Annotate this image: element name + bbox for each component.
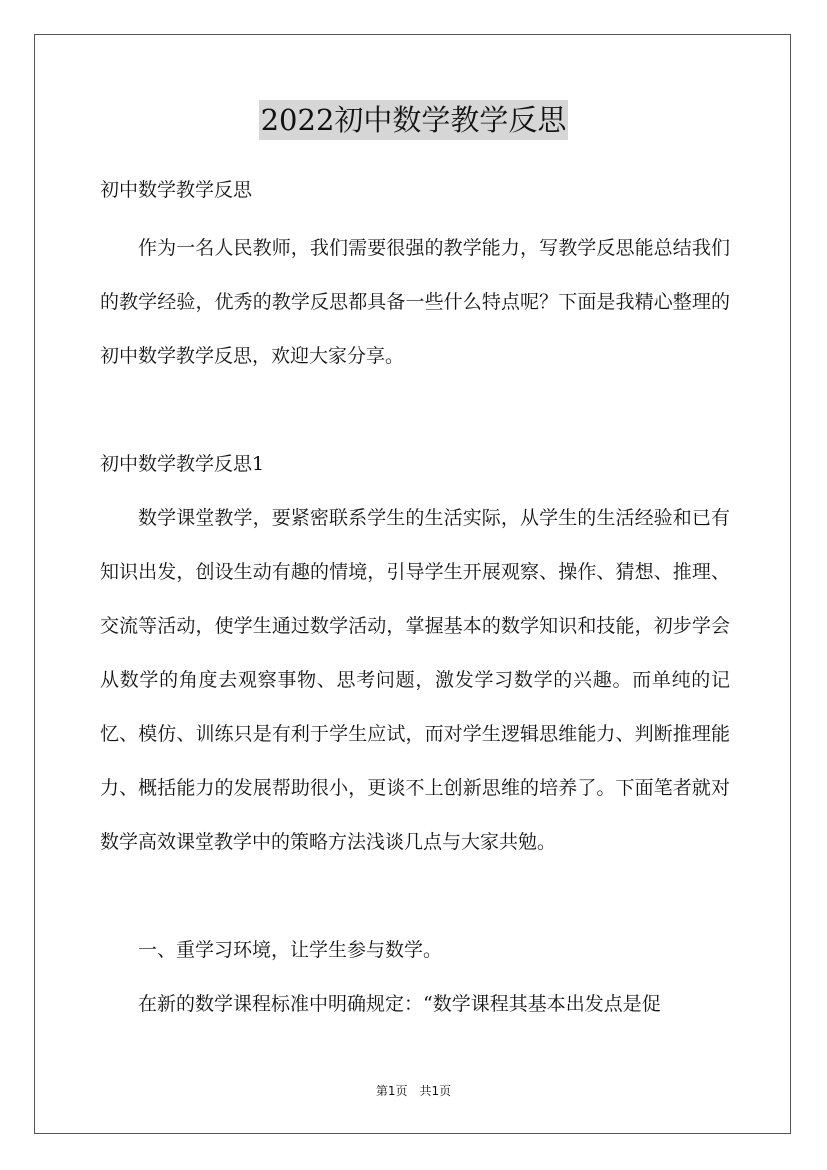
page-footer: 第1页 共1页 xyxy=(375,1084,452,1098)
intro-paragraph: 作为一名人民教师，我们需要很强的教学能力，写教学反思能总结我们的教学经验，优秀的教学反思都具备一些什么特点呢？下面是我精心整理的初中数学教学反思，欢迎大家分享。 xyxy=(100,237,730,367)
section-point: 一、重学习环境，让学生参与数学。 xyxy=(138,939,443,961)
document-title: 2022初中数学教学反思 xyxy=(259,100,569,140)
document-title-wrap xyxy=(0,100,827,140)
document-subtitle: 初中数学教学反思 xyxy=(100,179,253,201)
section-heading: 初中数学教学反思1 xyxy=(100,453,265,475)
section-paragraph-2: 在新的数学课程标准中明确规定：“数学课程其基本出发点是促 xyxy=(138,993,661,1015)
section-paragraph: 数学课堂教学，要紧密联系学生的生活实际，从学生的生活经验和已有知识出发，创设生动有趣的情境，引导学生开展观察、操作、猜想、推理、交流等活动，使学生通过数学活动，掌握基本的数学知识和技能，初步学会从数学的角度去观察事物、思考问题，激发学习数学的兴趣。而单纯的记忆、模仿、训练只是有利于学生应试，而对学生逻辑思维能力、判断推理能力、概括能力的发展帮助很小，更谈不上创新思维的培养了。下面笔者就对数学高效课堂教学中的策略方法浅谈几点与大家共勉。 xyxy=(100,507,730,853)
